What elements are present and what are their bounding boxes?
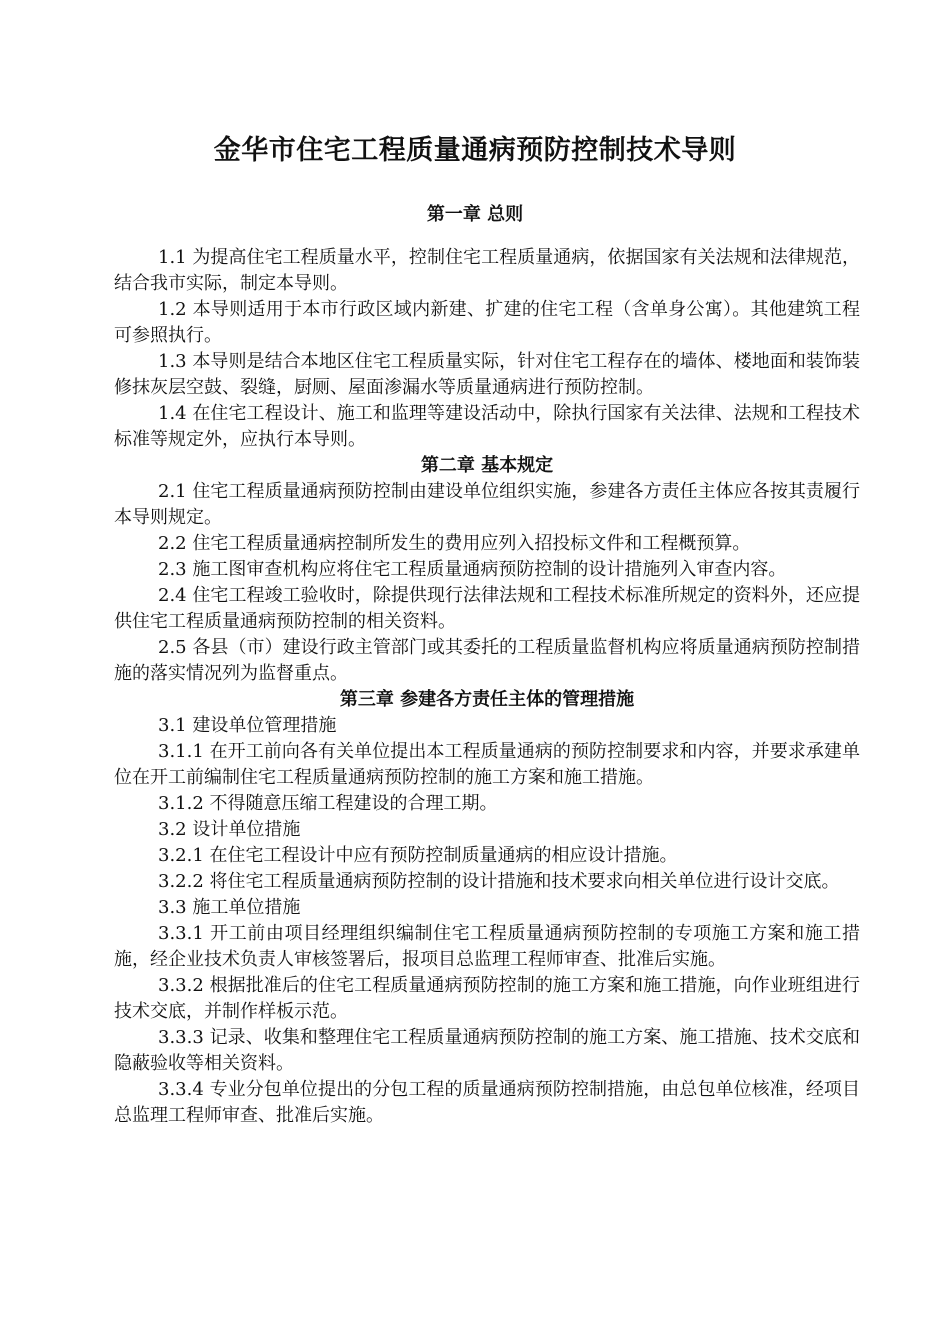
document-body xyxy=(114,245,860,1129)
paragraph-2-3: 2.3 施工图审查机构应将住宅工程质量通病预防控制的设计措施列入审查内容。 xyxy=(158,559,787,580)
paragraph-3-3-2: 3.3.2 根据批准后的住宅工程质量通病预防控制的施工方案和施工措施，向作业班组进行技术交底，并制作样板示范。 xyxy=(114,975,860,1022)
paragraph-3-3-4: 3.3.4 专业分包单位提出的分包工程的质量通病预防控制措施，由总包单位核准，经项目总监理工程师审查、批准后实施。 xyxy=(114,1079,860,1126)
paragraph-1-4: 1.4 在住宅工程设计、施工和监理等建设活动中，除执行国家有关法律、法规和工程技术标准等规定外，应执行本导则。 xyxy=(114,403,860,450)
paragraph-1-2: 1.2 本导则适用于本市行政区域内新建、扩建的住宅工程（含单身公寓）。其他建筑工程可参照执行。 xyxy=(114,299,860,346)
paragraph-3-3-3: 3.3.3 记录、收集和整理住宅工程质量通病预防控制的施工方案、施工措施、技术交底和隐蔽验收等相关资料。 xyxy=(114,1027,860,1074)
chapter-1-heading: 第一章 总则 xyxy=(426,204,524,225)
paragraph-3-2-2: 3.2.2 将住宅工程质量通病预防控制的设计措施和技术要求向相关单位进行设计交底。 xyxy=(158,871,840,892)
paragraph-2-4: 2.4 住宅工程竣工验收时，除提供现行法律法规和工程技术标准所规定的资料外，还应提供住宅工程质量通病预防控制的相关资料。 xyxy=(114,585,860,632)
paragraph-1-3: 1.3 本导则是结合本地区住宅工程质量实际，针对住宅工程存在的墙体、楼地面和装饰装修抹灰层空鼓、裂缝，厨厕、屋面渗漏水等质量通病进行预防控制。 xyxy=(114,351,860,398)
section-3-3-heading: 3.3 施工单位措施 xyxy=(158,897,301,918)
paragraph-3-1-2: 3.1.2 不得随意压缩工程建设的合理工期。 xyxy=(158,793,498,814)
paragraph-2-5: 2.5 各县（市）建设行政主管部门或其委托的工程质量监督机构应将质量通病预防控制措施的落实情况列为监督重点。 xyxy=(114,637,860,684)
chapter-2-heading: 第二章 基本规定 xyxy=(420,455,554,476)
chapter-3-heading: 第三章 参建各方责任主体的管理措施 xyxy=(339,689,635,710)
section-3-2-heading: 3.2 设计单位措施 xyxy=(158,819,301,840)
section-3-1-heading: 3.1 建设单位管理措施 xyxy=(158,715,337,736)
paragraph-3-1-1: 3.1.1 在开工前向各有关单位提出本工程质量通病的预防控制要求和内容，并要求承建单位在开工前编制住宅工程质量通病预防控制的施工方案和施工措施。 xyxy=(114,741,860,788)
paragraph-1-1: 1.1 为提高住宅工程质量水平，控制住宅工程质量通病，依据国家有关法规和法律规范，结合我市实际，制定本导则。 xyxy=(114,247,860,294)
paragraph-2-2: 2.2 住宅工程质量通病控制所发生的费用应列入招投标文件和工程概预算。 xyxy=(158,533,751,554)
document-title: 金华市住宅工程质量通病预防控制技术导则 xyxy=(213,135,737,166)
paragraph-3-2-1: 3.2.1 在住宅工程设计中应有预防控制质量通病的相应设计措施。 xyxy=(158,845,678,866)
paragraph-3-3-1: 3.3.1 开工前由项目经理组织编制住宅工程质量通病预防控制的专项施工方案和施工措施，经企业技术负责人审核签署后，报项目总监理工程师审查、批准后实施。 xyxy=(114,923,860,970)
paragraph-2-1: 2.1 住宅工程质量通病预防控制由建设单位组织实施，参建各方责任主体应各按其责履行本导则规定。 xyxy=(114,481,860,528)
